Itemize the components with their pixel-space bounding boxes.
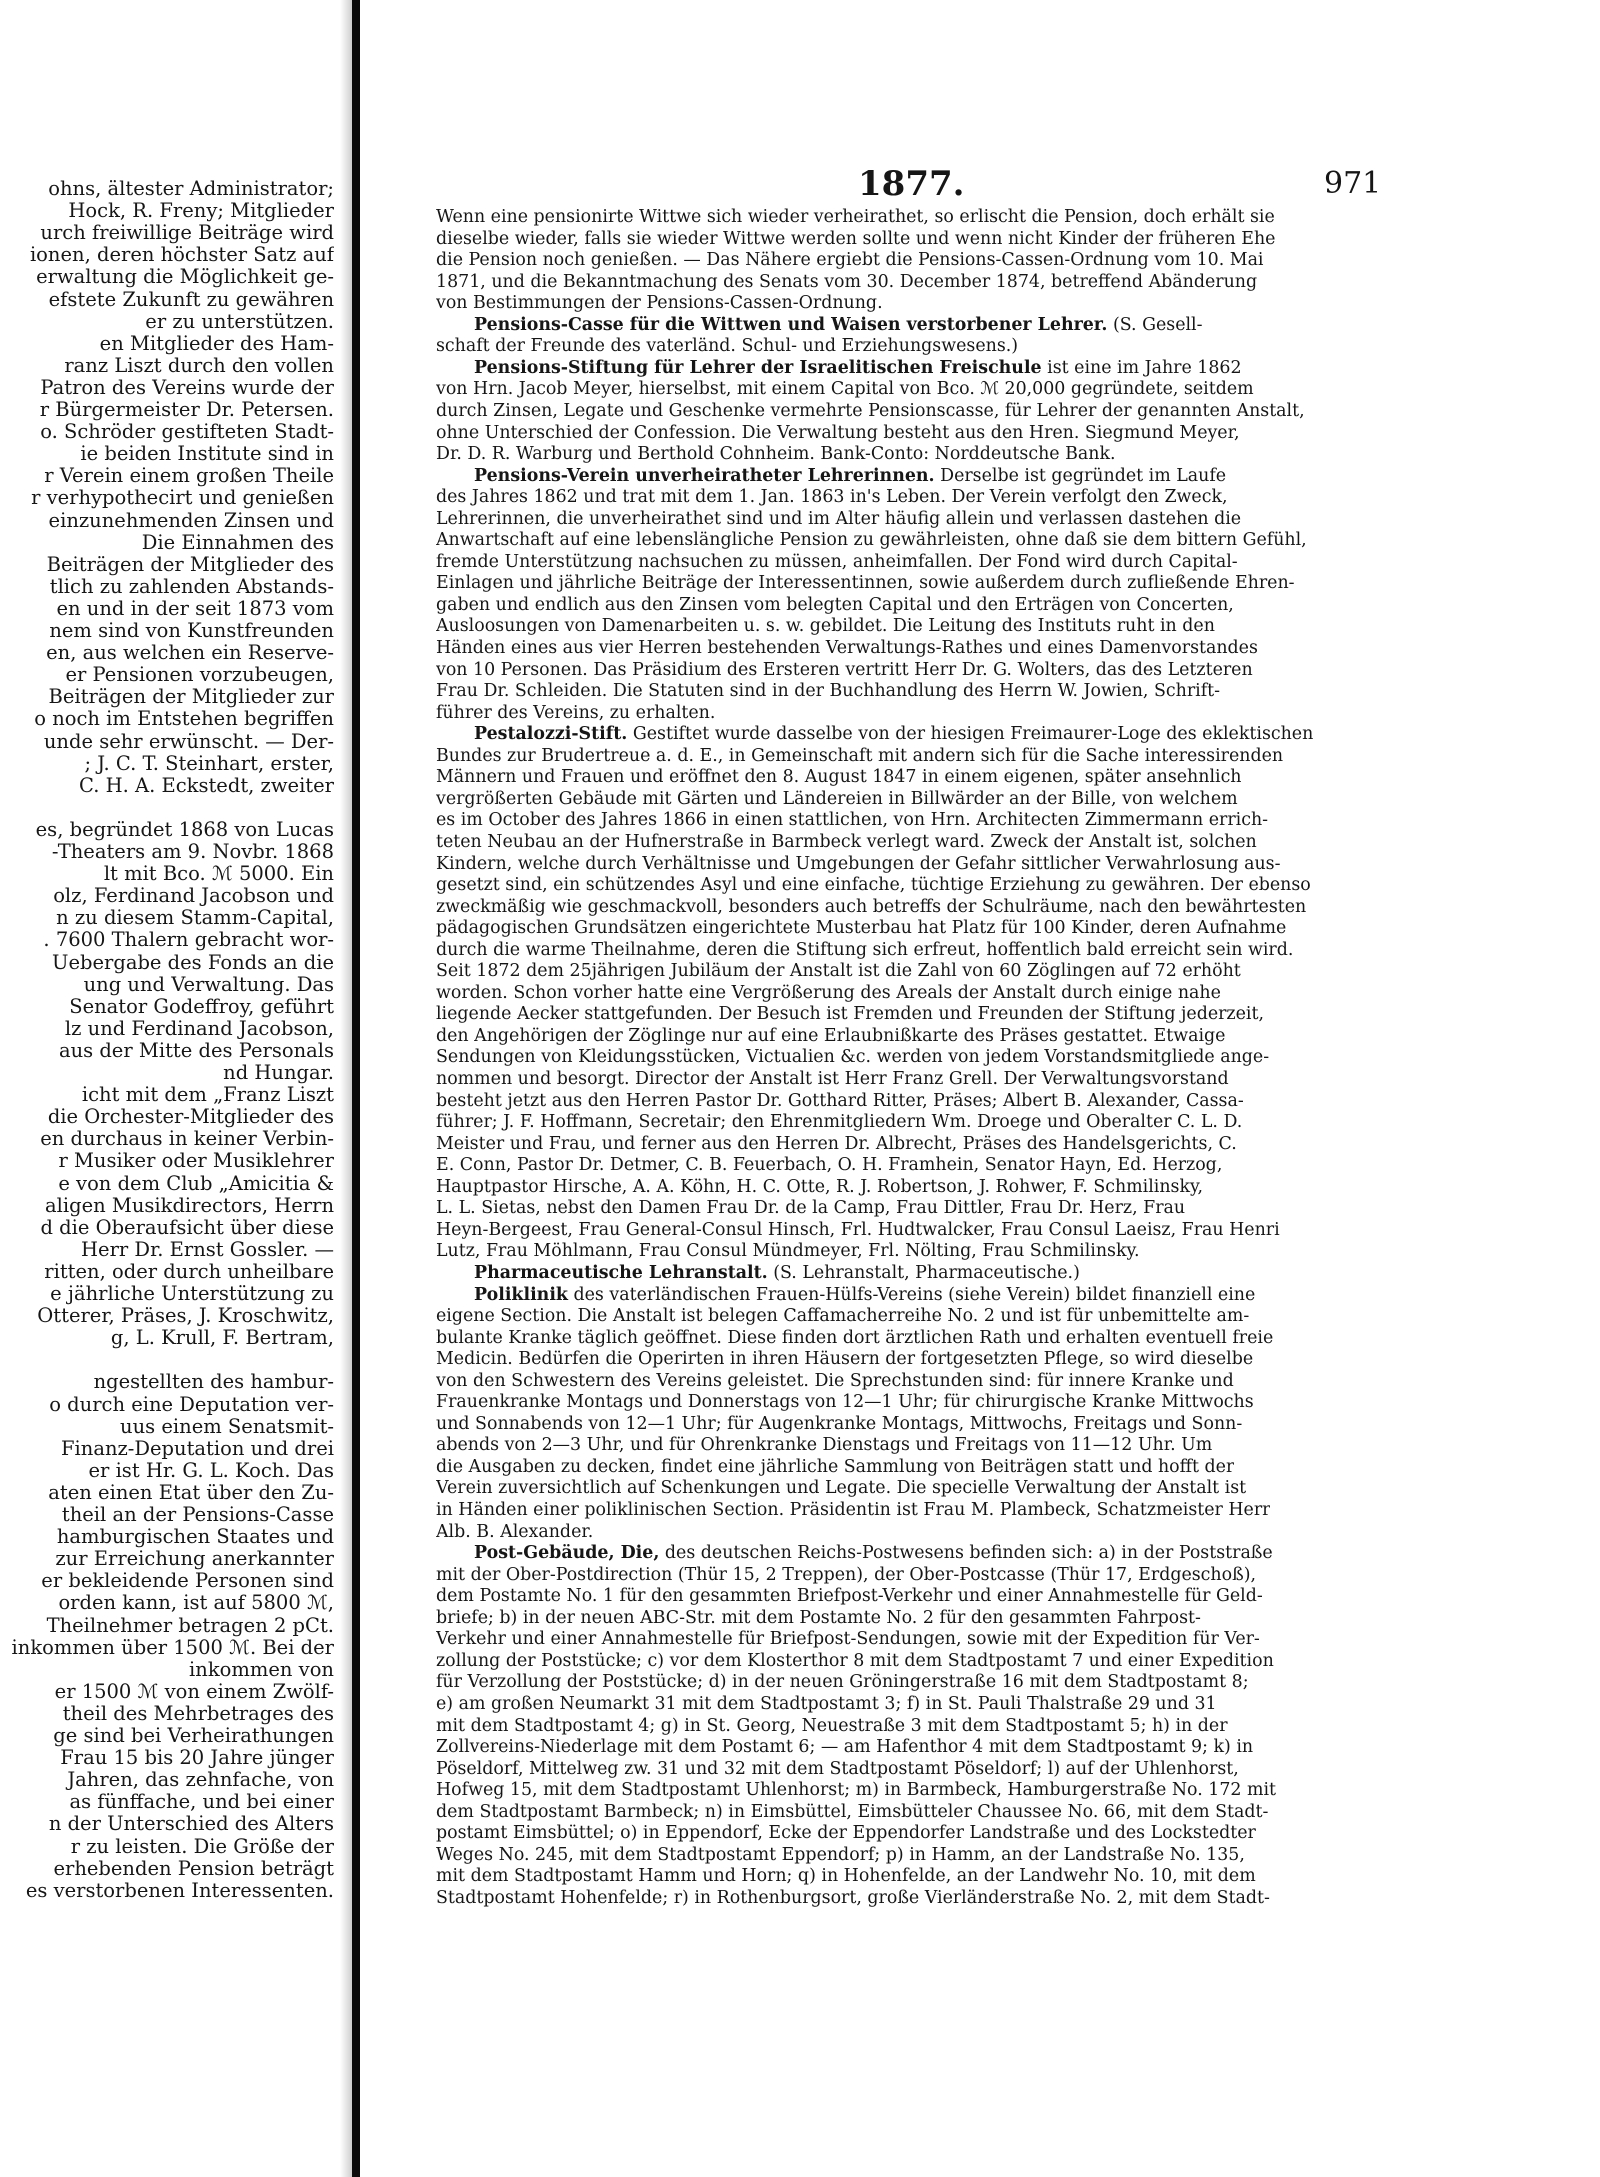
line-text: gaben und endlich aus den Zinsen vom belegten Capital und den Erträgen von Concerten,: [436, 594, 1234, 615]
body-text-line: [436, 401, 1305, 422]
left-column-line: Beiträgen der Mitglieder zur: [48, 685, 334, 709]
line-text: dem Stadtpostamt Barmbeck; n) in Eimsbüttel, Eimsbütteler Chaussee No. 66, mit dem Stadt-: [436, 1801, 1269, 1822]
body-text-line: [436, 1328, 1273, 1349]
body-text-line: [436, 272, 1257, 293]
body-text-line: [436, 1414, 1242, 1435]
line-text: dem Postamte No. 1 für den gesammten Briefpost-Verkehr und einer Annahmestelle für Geld-: [436, 1586, 1263, 1607]
line-text: L. L. Sietas, nebst den Damen Frau Dr. de la Camp, Frau Dittler, Frau Dr. Herz, Frau: [436, 1198, 1186, 1219]
left-column-line: -Theaters am 9. Novbr. 1868: [51, 840, 334, 863]
body-text-line: [436, 207, 1275, 228]
body-text-line: [436, 1177, 1203, 1198]
line-text: von den Schwestern des Vereins geleistet. Die Sprechstunden sind: für innere Kranke und: [436, 1370, 1234, 1391]
left-column-line: o. Schröder gestifteten Stadt-: [40, 420, 334, 444]
left-column-line: C. H. A. Eckstedt, zweiter: [78, 773, 334, 797]
body-text-line: [436, 573, 1295, 594]
left-column-line: en, aus welchen ein Reserve-: [46, 641, 334, 665]
body-text-line: [436, 1155, 1222, 1176]
line-text: 1871, und die Bekanntmachung des Senats vom 30. December 1874, betreffend Abänderung: [436, 271, 1258, 292]
left-column-line: er ist Hr. G. L. Koch. Das: [88, 1458, 334, 1482]
line-text: des vaterländischen Frauen-Hülfs-Vereins (siehe Verein) bildet finanziell eine: [567, 1284, 1256, 1305]
left-column-line: lt mit Bco. ℳ 5000. Ein: [103, 862, 334, 886]
body-text-line: [436, 487, 1228, 508]
body-text-line: [436, 595, 1234, 616]
line-text: schaft der Freunde des vaterländ. Schul- und Erziehungswesens.): [436, 336, 1019, 357]
line-text: pädagogischen Grundsätzen eingerichtete Musterbau hat Platz für 100 Kinder, deren Aufnahme: [436, 918, 1287, 939]
body-text-line: [436, 983, 1221, 1004]
left-column-line: ung und Verwaltung. Das: [83, 972, 334, 996]
body-text-line: [436, 1759, 1239, 1780]
left-column-line: Jahren, das zehnfache, von: [67, 1768, 334, 1792]
line-text: durch Zinsen, Legate und Geschenke vermehrte Pensionscasse, für Lehrer der genannten Anstalt,: [436, 400, 1305, 421]
left-column-line: en Mitglieder des Ham-: [99, 331, 334, 355]
body-text-line: [436, 660, 1253, 681]
line-text: teten Neubau an der Hufnerstraße in Barmbeck verlegt ward. Zweck der Anstalt ist, solchen: [436, 831, 1257, 852]
line-text: Verkehr und einer Annahmestelle für Briefpost-Sendungen, sowie mit der Expedition für Ver-: [436, 1629, 1260, 1650]
left-column-line: er 1500 ℳ von einem Zwölf-: [54, 1679, 334, 1703]
body-text-line: [436, 293, 883, 314]
line-text: den Angehörigen der Zöglinge nur auf eine Erlaubnißkarte des Präses gestattet. Etwaige: [436, 1025, 1226, 1046]
left-column-line: Otterer, Präses, J. Kroschwitz,: [37, 1304, 334, 1328]
left-column-line: n der Unterschied des Alters: [48, 1812, 334, 1836]
line-text: Lutz, Frau Möhlmann, Frau Consul Mündmeyer, Frl. Nölting, Frau Schmilinsky.: [436, 1241, 1140, 1262]
left-page-column: [0, 178, 334, 2168]
entry-heading-line: [474, 724, 1313, 745]
left-column-line: ionen, deren höchster Satz auf: [29, 243, 334, 267]
body-text-line: [436, 832, 1257, 853]
left-column-line: ngestellten des hambur-: [93, 1370, 334, 1394]
line-text: Weges No. 245, mit dem Stadtpostamt Eppendorf; p) in Hamm, an der Landstraße No. 135,: [436, 1844, 1245, 1865]
line-text: und Sonnabends von 12—1 Uhr; für Augenkranke Montags, Mittwochs, Freitags und Sonn-: [436, 1413, 1243, 1434]
line-text: ist eine im Jahre 1862: [1041, 357, 1242, 378]
line-text: Einlagen und jährliche Beiträge der Interessentinnen, sowie außerdem durch zufließende Ehren-: [436, 573, 1295, 594]
body-text-line: [436, 444, 1116, 465]
line-text: nommen und besorgt. Director der Anstalt ist Herr Franz Grell. Der Verwaltungsvorstand: [436, 1069, 1229, 1089]
line-text: besteht jetzt aus den Herren Pastor Dr. Gotthard Ritter, Präses; Albert B. Alexander, Cassa-: [436, 1090, 1244, 1111]
line-text: zweckmäßig wie geschmackvoll, besonders auch betreffs der Schulräume, nach den bewährtesten: [436, 896, 1307, 917]
line-text: E. Conn, Pastor Dr. Detmer, C. B. Feuerbach, O. H. Framhein, Senator Hayn, Ed. Herzog,: [436, 1155, 1223, 1176]
line-text: führer; J. F. Hoffmann, Secretair; den Ehrenmitgliedern Wm. Droege und Oberalter C. L. D.: [436, 1112, 1243, 1133]
line-text: Bundes zur Brudertreue a. d. E., in Gemeinschaft mit andern sich für die Sache interessirenden: [436, 745, 1284, 766]
left-column-line: theil an der Pensions-Casse: [61, 1503, 334, 1526]
entry-heading-line: [474, 466, 1226, 487]
line-text: Medicin. Bedürfen die Operirten in ihren Häusern der fortgesetzten Pflege, so wird dieselbe: [436, 1349, 1254, 1370]
body-text-line: [436, 379, 1254, 400]
line-text: von Hrn. Jacob Meyer, hierselbst, mit einem Capital von Bco. ℳ 20,000 gegründete, seitdem: [436, 379, 1254, 400]
line-text: liegende Aecker stattgefunden. Der Besuch ist Fremden und Freunden der Stiftung jederzeit,: [436, 1004, 1264, 1025]
left-column-line: Theilnehmer betragen 2 pCt.: [46, 1613, 334, 1637]
left-column-line: e jährliche Unterstützung zu: [50, 1282, 334, 1305]
left-column-line: erhebenden Pension beträgt: [53, 1856, 334, 1880]
body-text-line: [436, 875, 1311, 896]
body-text-line: [436, 1716, 1228, 1737]
line-text: fremde Unterstützung nachsuchen zu müssen, anheimfallen. Der Fond wird durch Capital-: [436, 551, 1238, 572]
line-text: Ausloosungen von Damenarbeiten u. s. w. gebildet. Die Leitung des Instituts ruht in den: [436, 616, 1215, 637]
page-number: 971: [1324, 166, 1382, 201]
left-column-line: inkommen über 1500 ℳ. Bei der: [11, 1635, 334, 1659]
left-column-line: orden kann, ist auf 5800 ℳ,: [58, 1591, 334, 1615]
left-column-line: Hock, R. Freny; Mitglieder: [68, 199, 334, 223]
left-column-line: r verhypothecirt und genießen: [31, 486, 334, 510]
left-column-line: r Bürgermeister Dr. Petersen.: [39, 398, 334, 421]
body-text-line: [436, 509, 1241, 530]
left-column-line: er bekleidende Personen sind: [41, 1569, 334, 1593]
left-column-line: inkommen von: [189, 1657, 334, 1681]
line-text: Heyn-Bergeest, Frau General-Consul Hinsch, Frl. Hudtwalcker, Frau Consul Laeisz, Frau Henri: [436, 1219, 1280, 1240]
line-text: abends von 2—3 Uhr, und für Ohrenkranke Dienstags und Freitags von 11—12 Uhr. Um: [436, 1435, 1213, 1456]
body-text-line: [436, 616, 1215, 637]
left-column-line: r zu leisten. Die Größe der: [70, 1834, 334, 1858]
body-text-line: [436, 229, 1275, 250]
left-column-line: tlich zu zahlenden Abstands-: [49, 574, 334, 598]
line-text: Hauptpastor Hirsche, A. A. Köhn, H. C. Otte, R. J. Robertson, J. Rohwer, F. Schmilinsky,: [436, 1176, 1204, 1197]
line-text: Gestiftet wurde dasselbe von der hiesigen Freimaurer-Loge des eklektischen: [627, 724, 1314, 745]
entry-keyword: Poliklinik: [474, 1284, 568, 1305]
body-text-line: [436, 1478, 1246, 1499]
left-column-line: o durch eine Deputation ver-: [49, 1392, 334, 1416]
body-text-line: [436, 1198, 1185, 1219]
entry-keyword: Pensions-Verein unverheiratheter Lehrerinnen.: [474, 465, 935, 486]
body-text-line: [436, 1672, 1249, 1693]
left-column-line: theil des Mehrbetrages des: [62, 1701, 334, 1725]
body-text-line: [436, 1737, 1253, 1758]
left-column-line: nd Hungar.: [223, 1061, 334, 1084]
body-text-line: [436, 1694, 1217, 1715]
line-text: Sendungen von Kleidungsstücken, Victualien &c. werden von jedem Vorstandsmitgliede ange-: [436, 1047, 1270, 1068]
left-column-line: Senator Godeffroy, geführt: [69, 994, 334, 1018]
left-column-line: . 7600 Thalern gebracht wor-: [43, 928, 334, 952]
line-text: Frauenkranke Montags und Donnerstags von 12—1 Uhr; für chirurgische Kranke Mittwochs: [436, 1392, 1254, 1413]
line-text: Kindern, welche durch Verhältnisse und Umgebungen der Gefahr sittlicher Verwahrlosung aus-: [436, 853, 1281, 874]
left-column-line: uus einem Senatsmit-: [120, 1414, 334, 1438]
body-text-line: [436, 1371, 1234, 1392]
left-column-line: g, L. Krull, F. Bertram,: [110, 1326, 334, 1350]
body-text-line: [436, 1565, 1256, 1586]
body-text-line: [436, 530, 1307, 551]
body-text-line: [436, 918, 1286, 939]
left-column-line: Finanz-Deputation und drei: [61, 1436, 334, 1460]
body-text-line: [436, 1608, 1201, 1629]
body-text-line: [436, 1823, 1256, 1844]
line-text: mit der Ober-Postdirection (Thür 15, 2 Treppen), der Ober-Postcasse (Thür 17, Erdgeschoß),: [436, 1564, 1257, 1585]
line-text: dieselbe wieder, falls sie wieder Wittwe werden sollte und wenn nicht Kinder der früheren Ehe: [436, 228, 1276, 249]
left-column-line: Beiträgen der Mitglieder des: [46, 552, 334, 576]
entry-keyword: Pestalozzi-Stift.: [474, 724, 628, 745]
body-text-line: [436, 681, 1220, 702]
left-column-line: er Pensionen vorzubeugen,: [65, 663, 334, 687]
left-column-line: icht mit dem „Franz Liszt: [81, 1083, 334, 1107]
line-text: mit dem Stadtpostamt Hamm und Horn; q) in Hohenfelde, an der Landwehr No. 10, mit dem: [436, 1866, 1256, 1887]
right-page-column: [436, 207, 1342, 2167]
line-text: des deutschen Reichs-Postwesens befinden sich: a) in der Poststraße: [659, 1543, 1273, 1564]
left-column-line: ge sind bei Verheirathungen: [53, 1724, 334, 1747]
body-text-line: [436, 1091, 1244, 1112]
line-text: Seit 1872 dem 25jährigen Jubiläum der Anstalt ist die Zahl von 60 Zöglingen auf 72 erhöht: [436, 961, 1241, 982]
line-text: Lehrerinnen, die unverheirathet sind und im Alter häufig allein und verlassen dastehen die: [436, 508, 1242, 529]
entry-keyword: Pharmaceutische Lehranstalt.: [474, 1262, 768, 1283]
body-text-line: [436, 1845, 1245, 1866]
line-text: Alb. B. Alexander.: [436, 1521, 594, 1542]
left-column-line: en und in der seit 1873 vom: [56, 596, 334, 620]
left-column-line: ohns, ältester Administrator;: [48, 178, 334, 200]
body-text-line: [436, 1306, 1249, 1327]
line-text: von 10 Personen. Das Präsidium des Ersteren vertritt Herr Dr. G. Wolters, das des Letzteren: [436, 659, 1253, 680]
line-text: postamt Eimsbüttel; o) in Eppendorf, Ecke der Eppendorfer Landstraße und des Lockstedter: [436, 1823, 1256, 1844]
line-text: vergrößerten Gebäude mit Gärten und Ländereien in Billwärder an der Bille, von welchem: [436, 788, 1238, 809]
entry-keyword: Pensions-Casse für die Wittwen und Waisen verstorbener Lehrer.: [474, 314, 1108, 335]
left-column-line: aten einen Etat über den Zu-: [48, 1480, 334, 1504]
line-text: Hofweg 15, mit dem Stadtpostamt Uhlenhorst; m) in Barmbeck, Hamburgerstraße No. 172 mit: [436, 1780, 1277, 1801]
left-column-line: n zu diesem Stamm-Capital,: [56, 906, 334, 930]
body-text-line: [436, 1220, 1280, 1241]
body-text-line: [436, 1069, 1229, 1090]
body-text-line: [436, 423, 1240, 444]
line-text: Stadtpostamt Hohenfelde; r) in Rothenburgsort, große Vierländerstraße No. 2, mit dem Stadt-: [436, 1887, 1270, 1908]
line-text: führer des Vereins, zu erhalten.: [436, 702, 716, 723]
left-column-line: unde sehr erwünscht. — Der-: [43, 729, 334, 753]
line-text: für Verzollung der Poststücke; d) in der neuen Gröningerstraße 16 mit dem Stadtpostamt 8;: [436, 1672, 1249, 1693]
left-column-line: Die Einnahmen des: [141, 530, 334, 554]
left-column-line: e von dem Club „Amicitia &: [58, 1171, 334, 1195]
left-column-line: ie beiden Institute sind in: [80, 442, 334, 466]
left-column-line: zur Erreichung anerkannter: [55, 1547, 334, 1571]
line-text: Dr. D. R. Warburg und Berthold Cohnheim. Bank-Conto: Norddeutsche Bank.: [436, 444, 1116, 465]
line-text: Männern und Frauen und eröffnet den 8. August 1847 in einem eigenen, später ansehnlich: [436, 767, 1242, 788]
left-column-line: aus der Mitte des Personals: [58, 1038, 334, 1062]
body-text-line: [436, 1522, 593, 1543]
body-text-line: [436, 746, 1283, 767]
body-text-line: [436, 1780, 1276, 1801]
line-text: Wenn eine pensionirte Wittwe sich wieder verheirathet, so erlischt die Pension, doch erhält sie: [436, 207, 1275, 227]
body-text-line: [436, 789, 1238, 810]
line-text: die Pension noch genießen. — Das Nähere ergiebt die Pensions-Cassen-Ordnung vom 10. Mai: [436, 250, 1264, 271]
body-text-line: [436, 250, 1264, 271]
line-text: (S. Gesell-: [1107, 314, 1203, 335]
left-column-line: ritten, oder durch unheilbare: [44, 1259, 334, 1283]
line-text: e) am großen Neumarkt 31 mit dem Stadtpostamt 3; f) in St. Pauli Thalstraße 29 und 31: [436, 1693, 1217, 1714]
body-text-line: [436, 1392, 1254, 1413]
line-text: briefe; b) in der neuen ABC-Str. mit dem Postamte No. 2 für den gesammten Fahrpost-: [436, 1607, 1201, 1628]
line-text: worden. Schon vorher hatte eine Vergrößerung des Areals der Anstalt durch einige nahe: [436, 982, 1221, 1003]
body-text-line: [436, 1241, 1140, 1262]
body-text-line: [436, 1866, 1256, 1887]
line-text: durch die warme Theilnahme, deren die Stiftung sich erfreut, hoffentlich bald erreicht sein wird.: [436, 939, 1294, 960]
left-column-line: lz und Ferdinand Jacobson,: [64, 1016, 334, 1040]
body-text-line: [436, 1629, 1260, 1650]
book-spine: [352, 0, 360, 2177]
left-column-line: die Orchester-Mitglieder des: [47, 1105, 334, 1129]
left-column-line: en durchaus in keiner Verbin-: [40, 1127, 334, 1151]
line-text: des Jahres 1862 und trat mit dem 1. Jan. 1863 in's Leben. Der Verein verfolgt den Zweck,: [436, 487, 1228, 508]
line-text: Anwartschaft auf eine lebenslängliche Pension zu gewährleisten, ohne daß sie dem bittern Gefühl,: [436, 530, 1307, 551]
left-column-line: es, begründet 1868 von Lucas: [35, 817, 334, 841]
line-text: von Bestimmungen der Pensions-Cassen-Ordnung.: [436, 293, 883, 314]
left-column-line: o noch im Entstehen begriffen: [34, 707, 334, 731]
line-text: Verein zuversichtlich auf Schenkungen und Legate. Die specielle Verwaltung der Anstalt ist: [436, 1478, 1247, 1499]
running-header-year: 1877.: [858, 164, 965, 204]
body-text-line: [436, 854, 1280, 875]
body-text-line: [436, 1349, 1253, 1370]
body-text-line: [436, 897, 1306, 918]
body-text-line: [436, 1047, 1269, 1068]
body-text-line: [436, 1651, 1274, 1672]
left-column-line: Patron des Vereins wurde der: [40, 375, 334, 399]
line-text: eigene Section. Die Anstalt ist belegen Caffamacherreihe No. 2 und ist für unbemittelte am-: [436, 1306, 1250, 1327]
body-text-line: [436, 1435, 1212, 1456]
line-text: Zollvereins-Niederlage mit dem Postamt 6; — am Hafenthor 4 mit dem Stadtpostamt 9; k) in: [436, 1737, 1254, 1758]
line-text: Pöseldorf, Mittelweg zw. 31 und 32 mit dem Stadtpostamt Pöseldorf; l) auf der Uhlenhorst,: [436, 1758, 1239, 1779]
line-text: zollung der Poststücke; c) vor dem Klosterthor 8 mit dem Stadtpostamt 7 und einer Expedition: [436, 1650, 1274, 1671]
body-text-line: [436, 552, 1238, 573]
left-column-line: ; J. C. T. Steinhart, erster,: [84, 751, 334, 775]
left-column-line: efstete Zukunft zu gewähren: [48, 287, 334, 311]
entry-keyword: Pensions-Stiftung für Lehrer der Israelitischen Freischule: [474, 357, 1042, 378]
left-column-line: as fünffache, und bei einer: [69, 1790, 334, 1814]
line-text: gesetzt sind, ein schützendes Asyl und eine einfache, tüchtige Erziehung zu gewähren. Der ebenso: [436, 875, 1311, 896]
line-text: mit dem Stadtpostamt 4; g) in St. Georg, Neuestraße 3 mit dem Stadtpostamt 5; h) in der: [436, 1715, 1228, 1736]
body-text-line: [436, 336, 1018, 357]
left-column-line: nem sind von Kunstfreunden: [49, 619, 334, 642]
left-column-line: einzunehmenden Zinsen und: [48, 508, 334, 532]
entry-heading-line: [474, 1285, 1255, 1306]
line-text: ohne Unterschied der Confession. Die Verwaltung besteht aus den Hren. Siegmund Meyer,: [436, 422, 1240, 443]
line-text: Meister und Frau, und ferner aus den Herren Dr. Albrecht, Präses des Handelsgerichts, C.: [436, 1133, 1237, 1154]
line-text: (S. Lehranstalt, Pharmaceutische.): [767, 1262, 1080, 1283]
left-column-line: es verstorbenen Interessenten.: [25, 1878, 334, 1902]
body-text-line: [436, 961, 1241, 982]
body-text-line: [436, 638, 1258, 659]
line-text: bulante Kranke täglich geöffnet. Diese finden dort ärztlichen Rath und erhalten eventuell freie: [436, 1327, 1274, 1348]
entry-heading-line: [474, 1263, 1080, 1284]
body-text-line: [436, 1802, 1268, 1823]
body-text-line: [436, 703, 715, 724]
body-text-line: [436, 1888, 1270, 1909]
line-text: in Händen einer poliklinischen Section. Präsidentin ist Frau M. Plambeck, Schatzmeister Herr: [436, 1500, 1271, 1520]
left-column-line: erwaltung die Möglichkeit ge-: [36, 265, 334, 289]
body-text-line: [436, 1457, 1234, 1478]
left-column-line: r Musiker oder Musiklehrer: [58, 1149, 334, 1173]
body-text-line: [436, 1004, 1264, 1025]
body-text-line: [436, 940, 1293, 961]
left-column-line: er zu unterstützen.: [145, 309, 334, 333]
entry-heading-line: [474, 358, 1242, 379]
line-text: Händen eines aus vier Herren bestehenden Verwaltungs-Rathes und eines Damenvorstandes: [436, 638, 1258, 658]
body-text-line: [436, 1112, 1242, 1133]
left-column-line: aligen Musikdirectors, Herrn: [44, 1193, 334, 1217]
left-column-line: d die Oberaufsicht über diese: [40, 1215, 334, 1239]
entry-heading-line: [474, 1543, 1273, 1564]
left-column-line: urch freiwillige Beiträge wird: [40, 221, 334, 245]
entry-keyword: Post-Gebäude, Die,: [474, 1543, 660, 1564]
line-text: Frau Dr. Schleiden. Die Statuten sind in der Buchhandlung des Herrn W. Jowien, Schrift-: [436, 681, 1221, 702]
left-column-line: hamburgischen Staates und: [56, 1525, 334, 1549]
body-text-line: [436, 1586, 1263, 1607]
page-gutter-shadow: [340, 0, 352, 2177]
line-text: die Ausgaben zu decken, findet eine jährliche Sammlung von Beiträgen statt und hofft der: [436, 1456, 1235, 1477]
left-column-line: r Verein einem großen Theile: [44, 464, 334, 488]
body-text-line: [436, 810, 1268, 831]
left-column-line: ranz Liszt durch den vollen: [64, 353, 334, 377]
left-column-line: Frau 15 bis 20 Jahre jünger: [60, 1746, 334, 1770]
line-text: Derselbe ist gegründet im Laufe: [934, 465, 1227, 486]
left-column-line: olz, Ferdinand Jacobson und: [53, 884, 334, 908]
body-text-line: [436, 767, 1242, 788]
body-text-line: [436, 1026, 1225, 1047]
line-text: es im October des Jahres 1866 in einen stattlichen, von Hrn. Architecten Zimmermann errich-: [436, 810, 1269, 831]
body-text-line: [436, 1500, 1270, 1521]
body-text-line: [436, 1134, 1237, 1155]
entry-heading-line: [474, 315, 1203, 336]
left-column-line: Herr Dr. Ernst Gossler. —: [81, 1237, 334, 1261]
left-column-line: Uebergabe des Fonds an die: [52, 950, 334, 974]
